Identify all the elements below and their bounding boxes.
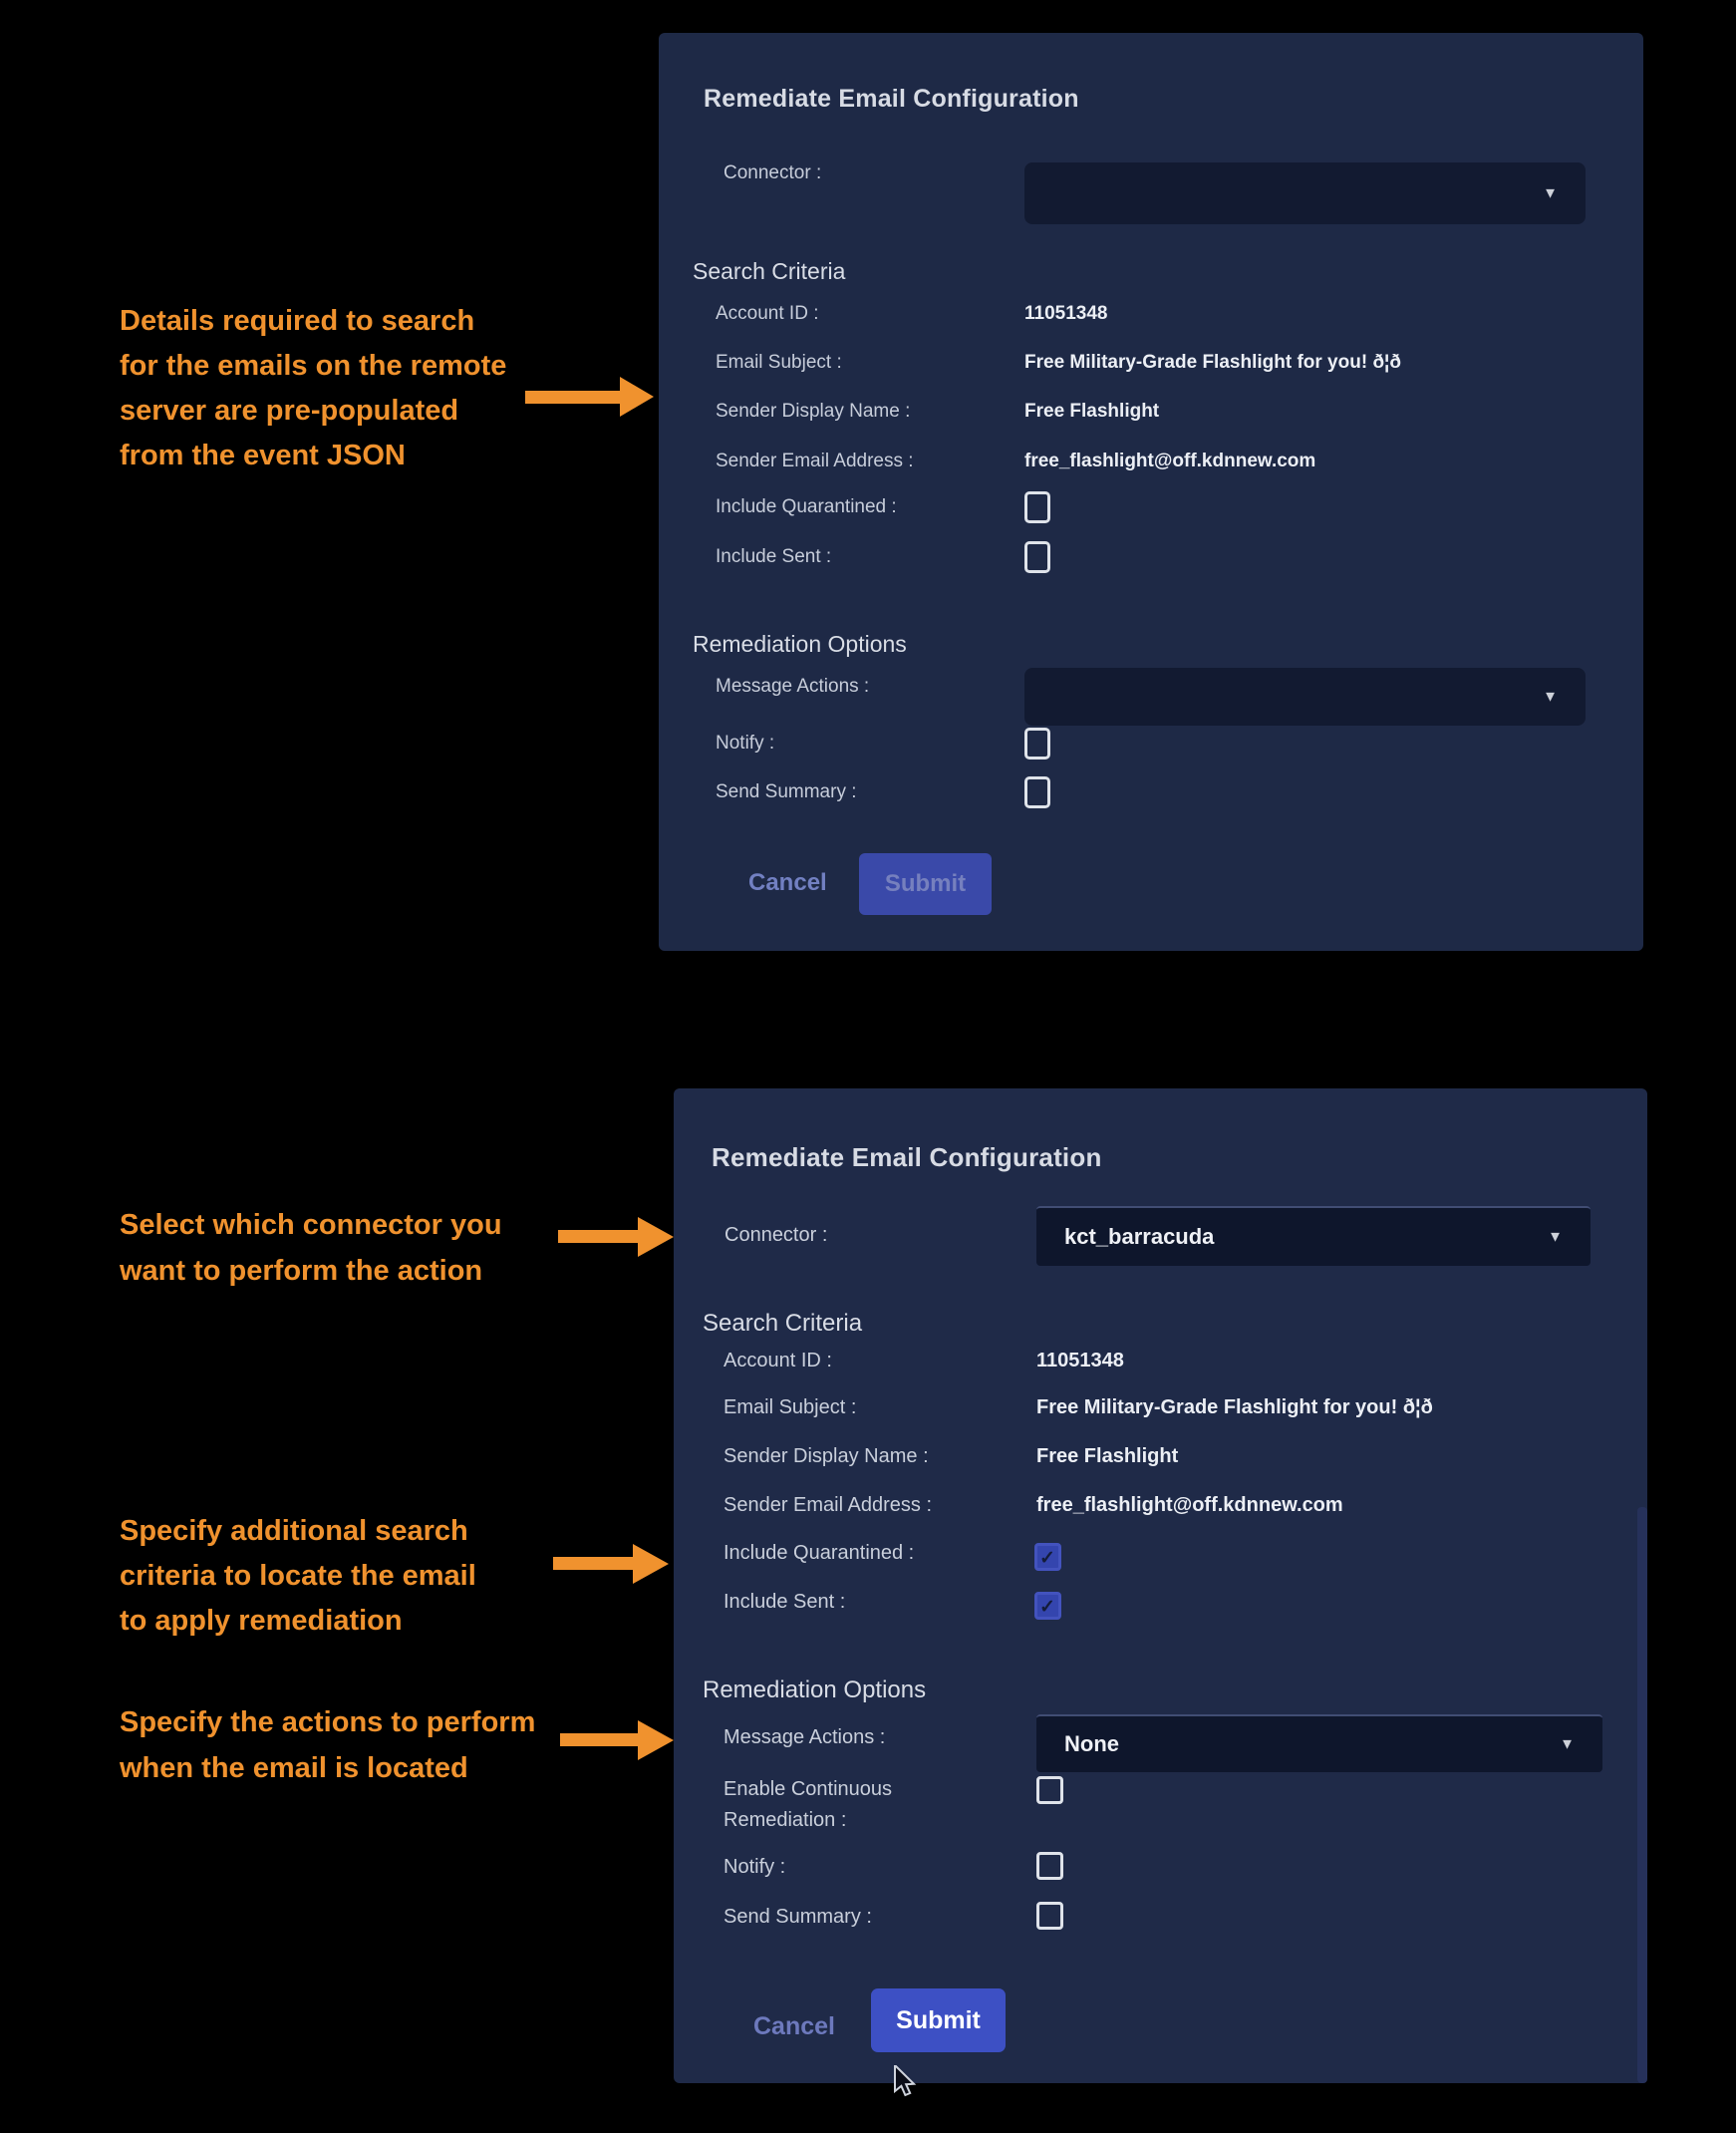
connector-label: Connector : (724, 1224, 828, 1246)
chevron-down-icon: ▼ (1543, 184, 1558, 202)
account-id-value: 11051348 (1024, 303, 1108, 324)
sender-email-label: Sender Email Address : (723, 1494, 932, 1516)
send-summary-label: Send Summary : (723, 1906, 872, 1928)
annotation-additional-criteria: Specify additional search criteria to locate the email to apply remediation (120, 1515, 476, 1637)
sender-email-value: free_flashlight@off.kdnnew.com (1036, 1494, 1343, 1516)
connector-select[interactable] (1036, 1206, 1591, 1266)
remediation-options-heading: Remediation Options (703, 1676, 927, 1703)
sender-email-value: free_flashlight@off.kdnnew.com (1024, 451, 1316, 471)
include-quarantined-checkbox[interactable] (1024, 491, 1050, 523)
dialog-title: Remediate Email Configuration (712, 1142, 1102, 1172)
remediate-dialog-configured (674, 1088, 1647, 2083)
email-subject-value: Free Military-Grade Flashlight for you! ð¦ð (1024, 352, 1401, 373)
search-criteria-heading: Search Criteria (693, 258, 846, 284)
mouse-cursor-icon (893, 2065, 919, 2097)
chevron-down-icon: ▼ (1560, 1735, 1575, 1753)
send-summary-label: Send Summary : (716, 781, 857, 802)
notify-label: Notify : (723, 1856, 786, 1878)
sender-display-name-value: Free Flashlight (1036, 1445, 1179, 1467)
message-actions-select[interactable] (1036, 1714, 1602, 1772)
account-id-value: 11051348 (1036, 1350, 1124, 1371)
include-quarantined-label: Include Quarantined : (716, 496, 897, 517)
include-sent-label: Include Sent : (723, 1591, 846, 1613)
notify-checkbox[interactable] (1036, 1852, 1063, 1880)
chevron-down-icon: ▼ (1543, 688, 1558, 706)
include-quarantined-label: Include Quarantined : (723, 1542, 915, 1564)
enable-continuous-remediation-checkbox[interactable] (1036, 1776, 1063, 1804)
account-id-label: Account ID : (716, 303, 819, 324)
include-quarantined-checkbox[interactable] (1034, 1543, 1061, 1571)
annotation-arrow (560, 1733, 640, 1746)
dialog-title: Remediate Email Configuration (704, 85, 1079, 113)
notify-label: Notify : (716, 733, 775, 754)
include-sent-checkbox[interactable] (1034, 1592, 1061, 1620)
message-actions-label: Message Actions : (716, 676, 870, 697)
sender-email-label: Sender Email Address : (716, 451, 914, 471)
message-actions-select-value: None (1064, 1731, 1119, 1756)
connector-label: Connector : (723, 162, 822, 183)
cancel-button[interactable]: Cancel (747, 2011, 841, 2042)
annotation-arrow (558, 1230, 640, 1243)
send-summary-checkbox[interactable] (1024, 776, 1050, 808)
include-sent-checkbox[interactable] (1024, 541, 1050, 573)
check-icon: ✓ (1039, 1548, 1055, 1569)
annotation-arrow-head (633, 1544, 669, 1584)
remediate-dialog-initial (659, 33, 1643, 951)
annotation-arrow (553, 1557, 635, 1570)
connector-select[interactable] (1024, 162, 1586, 224)
sender-display-name-value: Free Flashlight (1024, 401, 1160, 422)
cancel-button[interactable]: Cancel (742, 868, 833, 898)
annotation-pre-populated: Details required to search for the emails on the remote server are pre-populated from the event JSON (120, 305, 507, 471)
message-actions-select[interactable] (1024, 668, 1586, 726)
email-subject-label: Email Subject : (716, 352, 842, 373)
annotation-arrow (525, 391, 622, 404)
submit-button[interactable]: Submit (871, 1988, 1006, 2052)
annotation-select-connector: Select which connector you want to perform the action (120, 1209, 502, 1287)
message-actions-label: Message Actions : (723, 1726, 886, 1748)
connector-select-value: kct_barracuda (1064, 1224, 1215, 1249)
sender-display-name-label: Sender Display Name : (723, 1445, 929, 1467)
annotation-arrow-head (638, 1217, 674, 1257)
scrollbar[interactable] (1637, 1507, 1647, 2083)
check-icon: ✓ (1039, 1597, 1055, 1618)
send-summary-checkbox[interactable] (1036, 1902, 1063, 1930)
notify-checkbox[interactable] (1024, 728, 1050, 760)
annotation-arrow-head (620, 377, 654, 417)
submit-button[interactable]: Submit (859, 853, 992, 915)
remediation-options-heading: Remediation Options (693, 631, 907, 657)
annotation-actions-to-perform: Specify the actions to perform when the email is located (120, 1706, 536, 1784)
include-sent-label: Include Sent : (716, 546, 832, 567)
email-subject-label: Email Subject : (723, 1396, 857, 1418)
annotation-arrow-head (638, 1720, 674, 1760)
chevron-down-icon: ▼ (1548, 1228, 1563, 1246)
email-subject-value: Free Military-Grade Flashlight for you! ð¦ð (1036, 1396, 1433, 1418)
enable-continuous-remediation-label: Enable Continuous Remediation : (723, 1778, 893, 1831)
account-id-label: Account ID : (723, 1350, 832, 1371)
sender-display-name-label: Sender Display Name : (716, 401, 911, 422)
search-criteria-heading: Search Criteria (703, 1310, 863, 1337)
